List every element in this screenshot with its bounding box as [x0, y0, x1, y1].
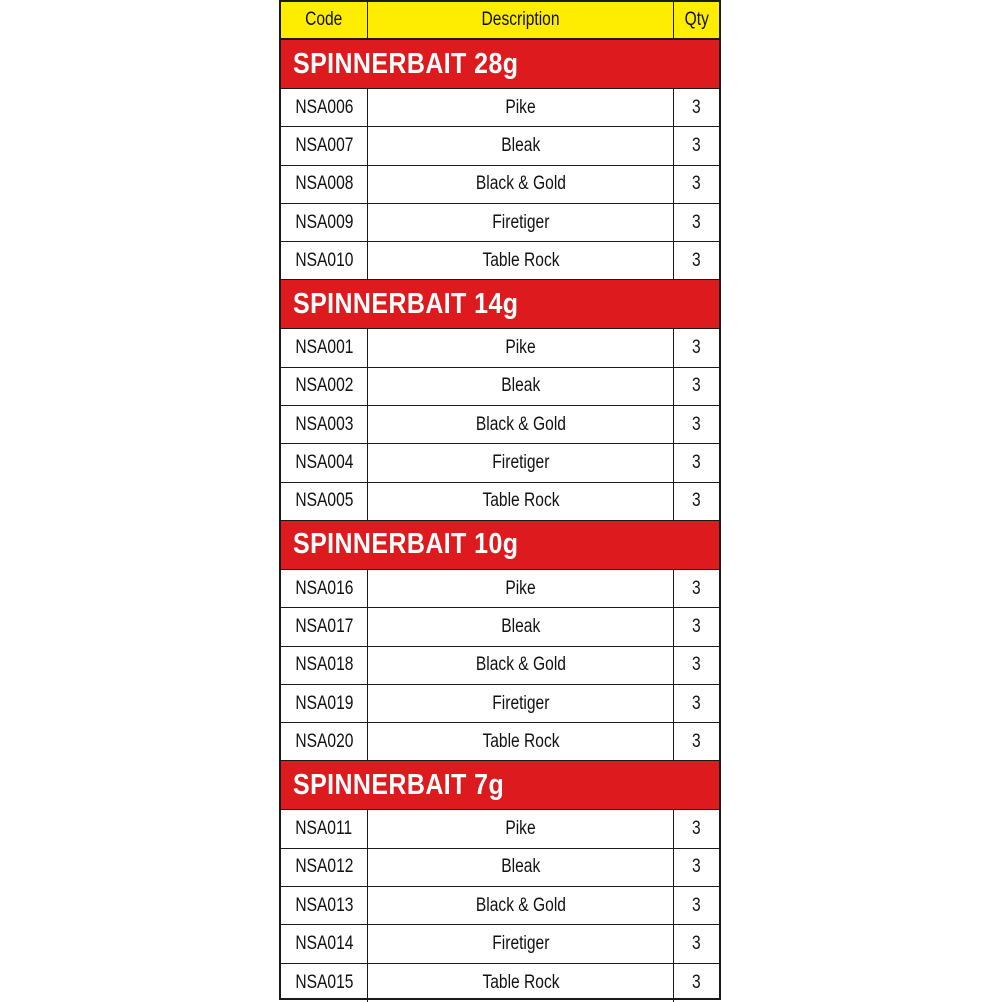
qty-cell — [674, 368, 719, 405]
description-text: Black & Gold — [475, 654, 566, 676]
code-cell — [281, 444, 368, 481]
code-text: NSA019 — [294, 692, 354, 714]
section-title: SPINNERBAIT 28g — [293, 47, 519, 80]
description-text: Pike — [505, 818, 536, 840]
description-cell — [368, 204, 674, 241]
description-cell — [368, 368, 674, 405]
qty-text: 3 — [692, 730, 701, 752]
qty-text: 3 — [692, 134, 701, 156]
code-text: NSA016 — [294, 577, 354, 599]
code-cell — [281, 685, 368, 722]
qty-text: 3 — [692, 615, 701, 637]
qty-cell — [674, 242, 719, 279]
qty-cell — [674, 406, 719, 443]
qty-cell — [674, 89, 719, 126]
qty-text: 3 — [692, 971, 701, 993]
table-row — [281, 849, 719, 887]
description-text: Black & Gold — [475, 894, 566, 916]
code-text: NSA002 — [294, 375, 354, 397]
code-text: NSA004 — [294, 452, 354, 474]
qty-cell — [674, 810, 719, 847]
qty-text: 3 — [692, 413, 701, 435]
code-text: NSA003 — [294, 413, 354, 435]
section-header — [281, 280, 719, 329]
description-cell — [368, 647, 674, 684]
description-text: Firetiger — [491, 932, 550, 954]
qty-cell — [674, 444, 719, 481]
qty-cell — [674, 925, 719, 962]
description-cell — [368, 849, 674, 886]
qty-cell — [674, 166, 719, 203]
code-text: NSA013 — [294, 894, 354, 916]
qty-cell — [674, 723, 719, 760]
qty-text: 3 — [692, 452, 701, 474]
qty-text: 3 — [692, 856, 701, 878]
header-code-cell — [281, 2, 368, 38]
qty-text: 3 — [692, 337, 701, 359]
description-cell — [368, 964, 674, 1002]
code-cell — [281, 204, 368, 241]
table-row — [281, 368, 719, 406]
table-row — [281, 127, 719, 165]
table-row — [281, 166, 719, 204]
description-text: Black & Gold — [475, 413, 566, 435]
description-cell — [368, 723, 674, 760]
code-cell — [281, 723, 368, 760]
description-text: Bleak — [501, 134, 540, 156]
header-qty-cell — [674, 2, 719, 38]
code-cell — [281, 608, 368, 645]
table-row — [281, 608, 719, 646]
code-cell — [281, 127, 368, 164]
section-title: SPINNERBAIT 14g — [293, 287, 519, 320]
qty-cell — [674, 685, 719, 722]
table-row — [281, 810, 719, 848]
table-row — [281, 887, 719, 925]
code-cell — [281, 368, 368, 405]
header-description-label: Description — [481, 9, 560, 30]
qty-cell — [674, 647, 719, 684]
description-text: Bleak — [501, 375, 540, 397]
code-text: NSA005 — [294, 490, 354, 512]
description-cell — [368, 570, 674, 607]
code-cell — [281, 570, 368, 607]
qty-cell — [674, 204, 719, 241]
table-row — [281, 204, 719, 242]
description-text: Firetiger — [491, 211, 550, 233]
code-text: NSA012 — [294, 856, 354, 878]
code-text: NSA009 — [294, 211, 354, 233]
code-text: NSA010 — [294, 249, 354, 271]
table-row — [281, 570, 719, 608]
code-cell — [281, 166, 368, 203]
code-text: NSA011 — [295, 818, 353, 840]
section-header — [281, 761, 719, 810]
qty-cell — [674, 849, 719, 886]
code-cell — [281, 887, 368, 924]
qty-text: 3 — [692, 490, 701, 512]
code-text: NSA018 — [294, 654, 354, 676]
table-row — [281, 242, 719, 280]
code-cell — [281, 849, 368, 886]
qty-cell — [674, 570, 719, 607]
section-header — [281, 40, 719, 89]
code-cell — [281, 964, 368, 1002]
code-cell — [281, 483, 368, 520]
section-header — [281, 521, 719, 570]
code-text: NSA014 — [294, 932, 354, 954]
description-cell — [368, 166, 674, 203]
description-cell — [368, 810, 674, 847]
qty-text: 3 — [692, 577, 701, 599]
qty-text: 3 — [692, 249, 701, 271]
header-description-cell — [368, 2, 674, 38]
qty-cell — [674, 483, 719, 520]
code-text: NSA020 — [294, 730, 354, 752]
code-cell — [281, 242, 368, 279]
code-cell — [281, 329, 368, 366]
table-row — [281, 925, 719, 963]
code-cell — [281, 406, 368, 443]
code-text: NSA015 — [294, 971, 354, 993]
header-qty-label: Qty — [684, 9, 709, 30]
qty-text: 3 — [692, 375, 701, 397]
code-cell — [281, 810, 368, 847]
description-text: Table Rock — [481, 249, 560, 271]
section-title: SPINNERBAIT 7g — [293, 768, 505, 801]
description-cell — [368, 444, 674, 481]
qty-cell — [674, 329, 719, 366]
description-cell — [368, 685, 674, 722]
description-text: Table Rock — [481, 730, 560, 752]
qty-cell — [674, 608, 719, 645]
description-cell — [368, 608, 674, 645]
qty-text: 3 — [692, 932, 701, 954]
code-text: NSA001 — [294, 337, 354, 359]
description-cell — [368, 483, 674, 520]
description-text: Black & Gold — [475, 173, 566, 195]
qty-text: 3 — [692, 96, 701, 118]
description-cell — [368, 887, 674, 924]
description-text: Bleak — [501, 856, 540, 878]
table-row — [281, 89, 719, 127]
code-text: NSA007 — [294, 134, 354, 156]
qty-text: 3 — [692, 654, 701, 676]
description-text: Pike — [505, 577, 536, 599]
header-code-label: Code — [305, 9, 343, 30]
section-title: SPINNERBAIT 10g — [293, 528, 519, 561]
qty-text: 3 — [692, 173, 701, 195]
table-row — [281, 406, 719, 444]
table-header-row — [281, 0, 719, 40]
qty-cell — [674, 127, 719, 164]
code-text: NSA008 — [294, 173, 354, 195]
description-cell — [368, 127, 674, 164]
description-text: Firetiger — [491, 452, 550, 474]
description-text: Firetiger — [491, 692, 550, 714]
description-cell — [368, 89, 674, 126]
qty-text: 3 — [692, 894, 701, 916]
qty-cell — [674, 887, 719, 924]
qty-text: 3 — [692, 692, 701, 714]
qty-text: 3 — [692, 818, 701, 840]
code-text: NSA006 — [294, 96, 354, 118]
table-row — [281, 647, 719, 685]
code-cell — [281, 89, 368, 126]
table-row — [281, 723, 719, 761]
description-text: Table Rock — [481, 490, 560, 512]
description-cell — [368, 925, 674, 962]
code-cell — [281, 647, 368, 684]
table-row — [281, 483, 719, 521]
table-row — [281, 329, 719, 367]
qty-text: 3 — [692, 211, 701, 233]
code-cell — [281, 925, 368, 962]
description-text: Bleak — [501, 615, 540, 637]
description-text: Pike — [505, 337, 536, 359]
product-table — [279, 0, 721, 1000]
table-row — [281, 964, 719, 1002]
table-row — [281, 685, 719, 723]
description-cell — [368, 242, 674, 279]
table-row — [281, 444, 719, 482]
description-cell — [368, 406, 674, 443]
description-text: Pike — [505, 96, 536, 118]
sections-container — [281, 40, 719, 1002]
qty-cell — [674, 964, 719, 1002]
description-cell — [368, 329, 674, 366]
code-text: NSA017 — [294, 615, 354, 637]
description-text: Table Rock — [481, 971, 560, 993]
